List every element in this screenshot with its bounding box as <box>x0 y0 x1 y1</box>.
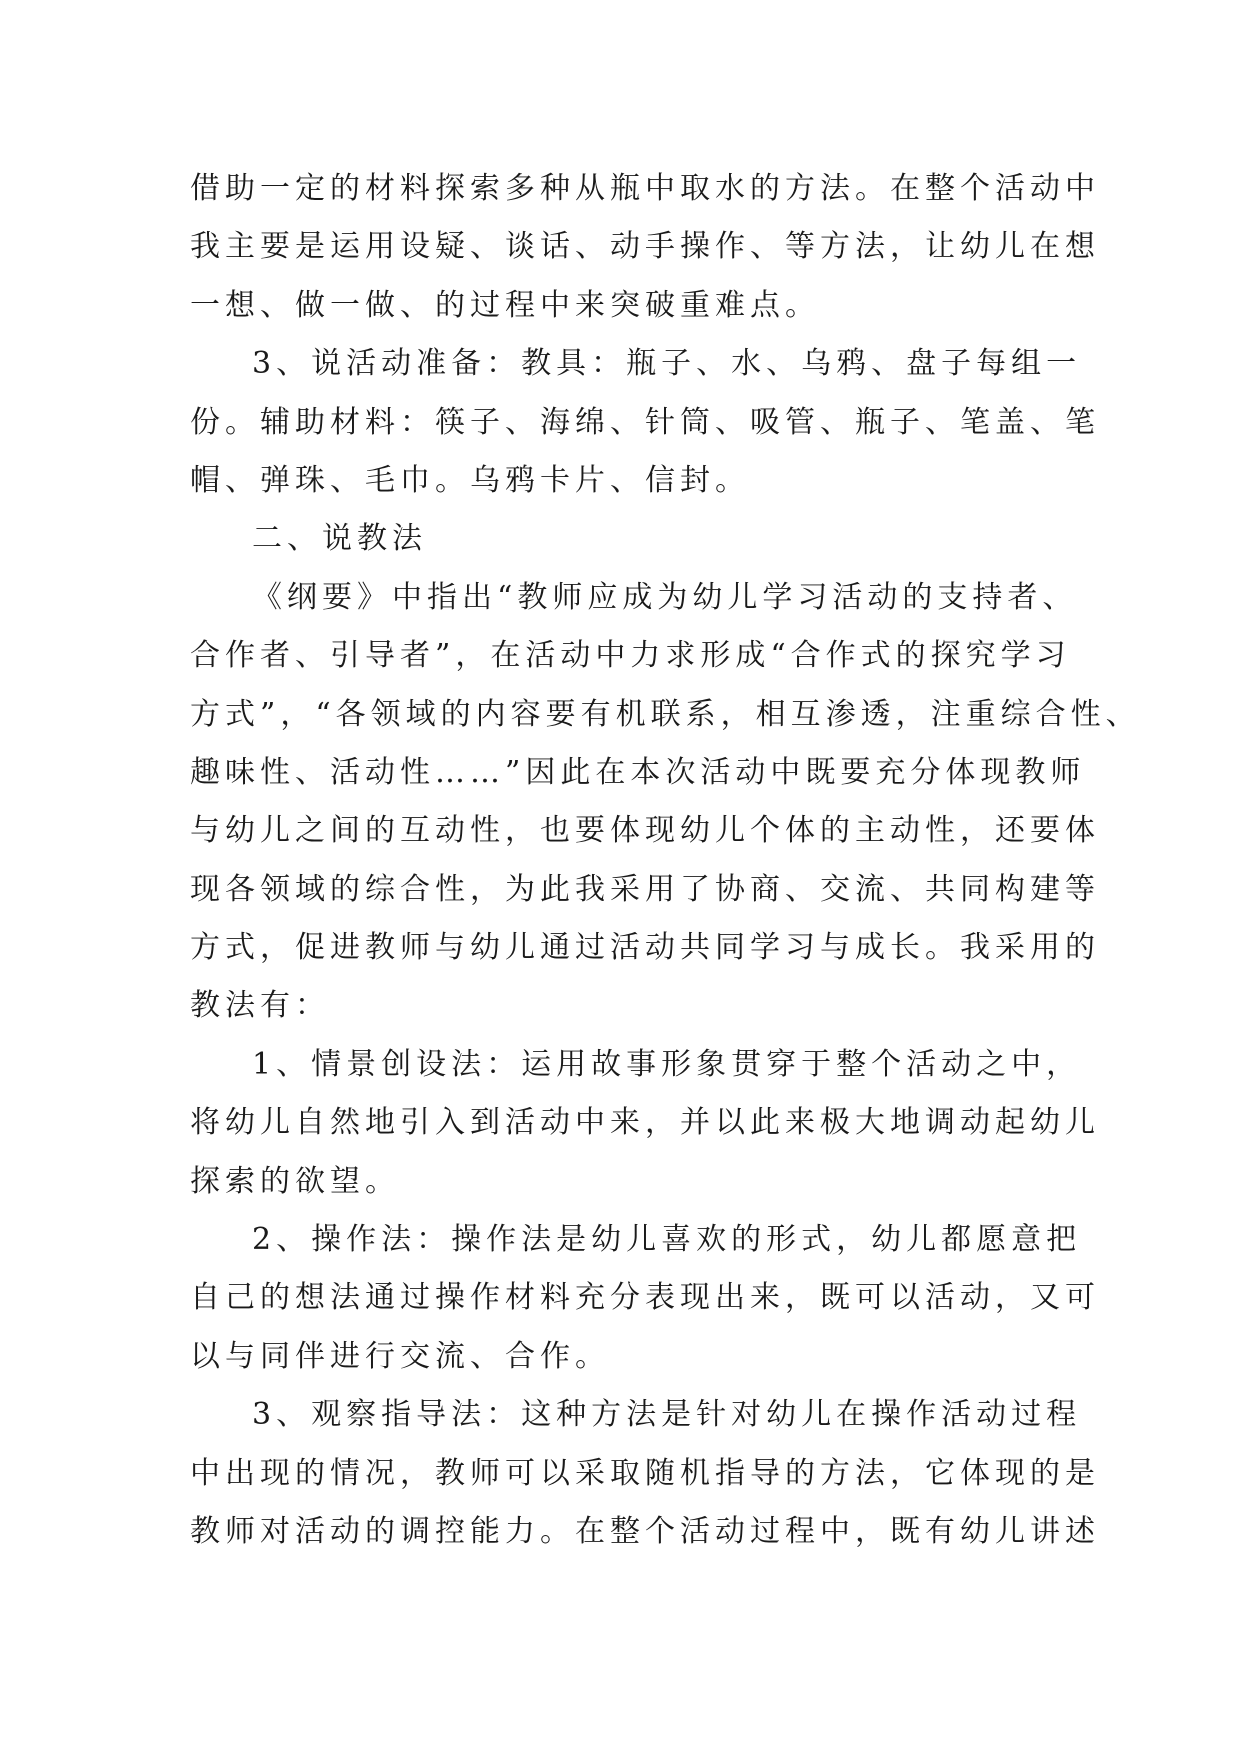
document-body <box>190 160 1141 1561</box>
section-heading: 二、说教法 <box>252 521 427 557</box>
text-line: 自己的想法通过操作材料充分表现出来，既可以活动，又可 <box>190 1280 1100 1316</box>
text-line: 方式”，“各领域的内容要有机联系，相互渗透，注重综合性、 <box>190 696 1141 732</box>
text-line: 帽、弹珠、毛巾。乌鸦卡片、信封。 <box>190 462 750 498</box>
text-line: 教师对活动的调控能力。在整个活动过程中，既有幼儿讲述 <box>190 1513 1100 1549</box>
text-line: 中出现的情况，教师可以采取随机指导的方法，它体现的是 <box>190 1455 1100 1491</box>
text-line: 合作者、引导者”，在活动中力求形成“合作式的探究学习 <box>190 638 1071 674</box>
text-line: 方式，促进教师与幼儿通过活动共同学习与成长。我采用的 <box>190 930 1100 966</box>
text-line: 《纲要》中指出“教师应成为幼儿学习活动的支持者、 <box>252 579 1078 615</box>
text-line: 探索的欲望。 <box>190 1163 400 1199</box>
text-line: 一想、做一做、的过程中来突破重难点。 <box>190 287 820 323</box>
text-line: 以与同伴进行交流、合作。 <box>190 1338 610 1374</box>
text-line: 与幼儿之间的互动性，也要体现幼儿个体的主动性，还要体 <box>190 813 1100 849</box>
text-line: 我主要是运用设疑、谈话、动手操作、等方法，让幼儿在想 <box>190 229 1100 265</box>
text-line: 2、操作法：操作法是幼儿喜欢的形式，幼儿都愿意把 <box>252 1222 1082 1258</box>
text-line: 现各领域的综合性，为此我采用了协商、交流、共同构建等 <box>190 871 1100 907</box>
text-line: 教法有： <box>190 988 330 1024</box>
text-line: 借助一定的材料探索多种从瓶中取水的方法。在整个活动中 <box>190 171 1100 206</box>
text-line: 3、观察指导法：这种方法是针对幼儿在操作活动过程 <box>252 1397 1082 1433</box>
text-line: 将幼儿自然地引入到活动中来，并以此来极大地调动起幼儿 <box>190 1105 1100 1141</box>
text-line: 趣味性、活动性……”因此在本次活动中既要充分体现教师 <box>190 754 1086 790</box>
text-line: 份。辅助材料：筷子、海绵、针筒、吸管、瓶子、笔盖、笔 <box>190 404 1100 440</box>
text-line: 3、说活动准备：教具：瓶子、水、乌鸦、盘子每组一 <box>252 346 1082 382</box>
text-line: 1、情景创设法：运用故事形象贯穿于整个活动之中， <box>252 1046 1082 1082</box>
